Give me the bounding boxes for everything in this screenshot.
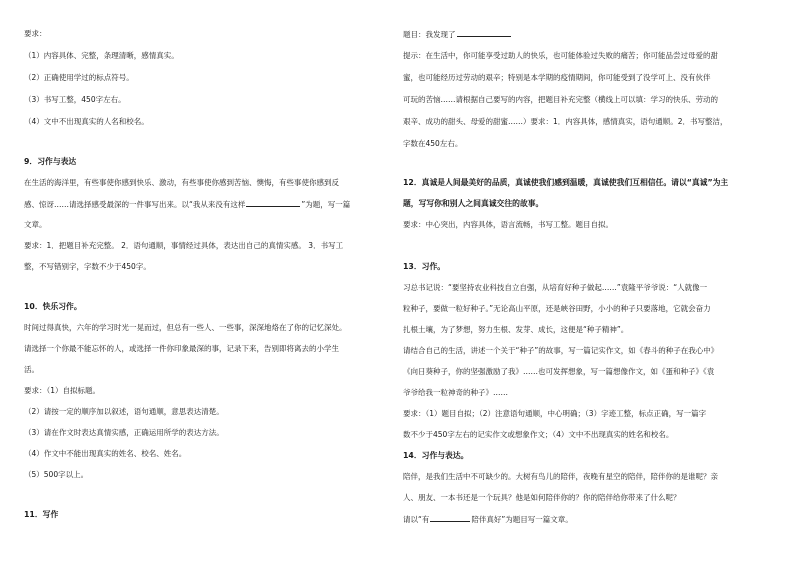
topic-label: 题目：我发现了	[403, 30, 456, 39]
q8-req-4: （4）文中不出现真实的人名和校名。	[24, 117, 149, 126]
q10-line-4: 要求：（1）自拟标题。	[24, 386, 101, 395]
q12-line-2: 题，写写你和别人之间真诚交往的故事。	[403, 199, 544, 208]
q10-line-6: （3）请在作文时表达真情实感，正确运用所学的表达方法。	[24, 428, 224, 437]
q12-line-1: 12．真诚是人间最美好的品质，真诚使我们感到温暖，真诚使我们互相信任。请以“真诚”为主	[403, 178, 729, 187]
q13-line-4: 请结合自己的生活，讲述一个关于“种子”的故事，写一篇记实作文，如《春斗的种子在我心中》	[403, 346, 719, 355]
q10-line-1: 时间过得真快，六年的学习时光一晃而过，但总有一些人、一些事，深深地烙在了你的记忆深处。	[24, 323, 347, 332]
q10-line-3: 活。	[24, 365, 39, 374]
q11-heading: 11．写作	[24, 510, 59, 519]
q9-line-2-text: 感、惊讶……请选择感受最深的一件事写出来。以“我从来没有这样	[24, 200, 246, 209]
q9-line-2-tail: ”为题，写一篇	[301, 200, 351, 209]
q10-line-2: 请选择一个你最不能忘怀的人，或选择一件你印象最深的事，记录下来，告别即将离去的小学生	[24, 344, 339, 353]
q8-requirements-title: 要求：	[24, 29, 47, 38]
q12-requirement: 要求：中心突出，内容具体，语言流畅，书写工整。题目自拟。	[403, 220, 613, 229]
q9-line-3: 文章。	[24, 220, 47, 229]
q14-line-3	[403, 513, 779, 526]
hint-line-2: 蜜，也可能经历过劳动的艰辛；特别是本学期的疫情期间，你可能受到了没学可上、没有伙伴	[403, 73, 711, 82]
q14-line-1: 陪伴，是我们生活中不可缺少的。大树有鸟儿的陪伴，夜晚有星空的陪伴，陪伴你的是谁呢？亲	[403, 472, 718, 481]
topic-blank[interactable]	[457, 28, 511, 37]
topic-line	[403, 28, 779, 41]
q8-req-1: （1）内容具体、完整，条理清晰，感情真实。	[24, 51, 179, 60]
hint-line-4: 艰辛、成功的甜头、母爱的甜蜜……）要求：1．内容具体，感情真实，语句通顺。2．书写整洁，	[403, 117, 728, 126]
q13-line-8: 数不少于450字左右的记实作文或想象作文；（4）文中不出现真实的姓名和校名。	[403, 430, 674, 439]
q14-heading: 14．习作与表达。	[403, 451, 469, 460]
q9-line-2	[24, 198, 394, 211]
q14-prompt-pre: 请以“有	[403, 515, 430, 524]
q14-title-blank[interactable]	[430, 513, 470, 522]
q10-line-5: （2）请按一定的顺序加以叙述，语句通顺，意思表达清楚。	[24, 407, 224, 416]
hint-line-1: 提示：在生活中，你可能享受过助人的快乐，也可能体验过失败的痛苦；你可能品尝过母爱的甜	[403, 51, 718, 60]
q8-req-2: （2）正确使用学过的标点符号。	[24, 73, 134, 82]
q13-heading: 13．习作。	[403, 262, 446, 271]
q13-line-6: 爷爷给我一粒神奇的种子》……	[403, 388, 508, 397]
q13-line-3: 扎根土壤，为了梦想，努力生根、发芽、成长，这便是“种子精神”。	[403, 325, 629, 334]
hint-line-3: 可玩的苦恼……请根据自己要写的内容，把题目补充完整（横线上可以填：学习的快乐、劳动的	[403, 95, 718, 104]
q9-line-4: 要求：1．把题目补充完整。 2．语句通顺，事情经过具体，表达出自己的真情实感。 3．书写工	[24, 241, 344, 250]
q8-req-3: （3）书写工整，450字左右。	[24, 95, 126, 104]
q9-line-1: 在生活的海洋里，有些事使你感到快乐、激动，有些事使你感到苦恼、懊悔，有些事使你感到反	[24, 178, 339, 187]
hint-line-5: 字数在450左右。	[403, 139, 463, 148]
q9-line-5: 整，不写错别字，字数不少于450字。	[24, 262, 151, 271]
q10-line-7: （4）作文中不能出现真实的姓名、校名、姓名。	[24, 449, 187, 458]
q13-line-5: 《向日葵种子，你的坚强激励了我》……也可发挥想象，写一篇想像作文，如《蛋和种子》《袁	[403, 367, 715, 376]
q14-prompt-post: 陪伴真好”为题目写一篇文章。	[471, 515, 573, 524]
q14-line-2: 人、朋友、一本书还是一个玩具？他是如何陪伴你的？你的陪伴给你带来了什么呢？	[403, 493, 681, 502]
q13-line-1: 习总书记说：“要坚持农业科技自立自强，从培育好种子做起……”袁隆平爷爷说：“人就像一	[403, 283, 708, 292]
q10-line-8: （5）500字以上。	[24, 470, 89, 479]
q9-title-blank[interactable]	[246, 198, 300, 207]
q9-heading: 9．习作与表达	[24, 157, 77, 166]
q13-line-2: 粒种子，要做一粒好种子。”无论高山平原，还是峡谷田野，小小的种子只要落地，它就会奋力	[403, 304, 711, 313]
q10-heading: 10．快乐习作。	[24, 302, 82, 311]
q13-line-7: 要求：（1）题目自拟；（2）注意语句通顺，中心明确；（3）字迹工整，标点正确，写一篇字	[403, 409, 707, 418]
